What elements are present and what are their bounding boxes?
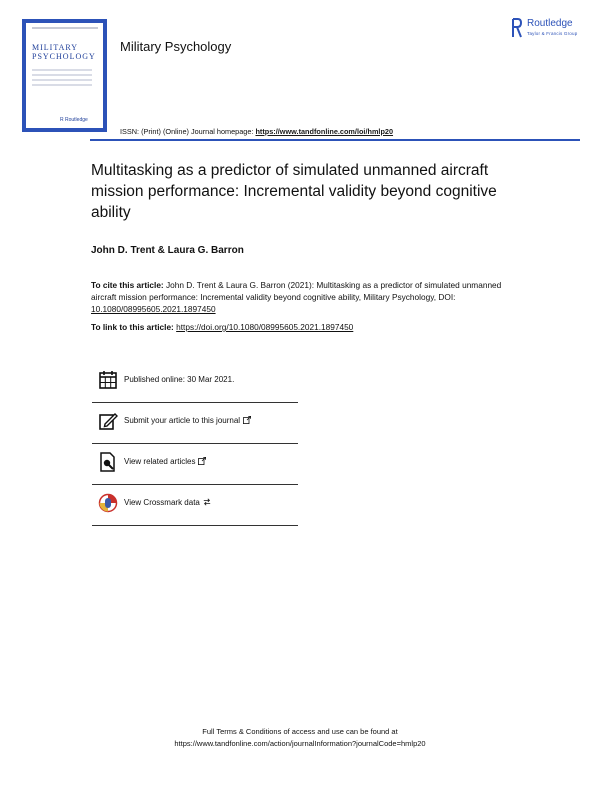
- article-authors: John D. Trent & Laura G. Barron: [91, 245, 244, 256]
- publisher-name: Routledge: [527, 18, 573, 29]
- link-label: To link to this article:: [91, 322, 174, 332]
- submit-article-label[interactable]: Submit your article to this journal: [124, 416, 241, 425]
- divider-4: [92, 525, 298, 526]
- cite-label: To cite this article:: [91, 280, 164, 290]
- footer-terms-text: Full Terms & Conditions of access and use can be found at: [202, 727, 398, 736]
- crossmark-label[interactable]: View Crossmark data: [124, 498, 200, 507]
- journal-title: Military Psychology: [120, 39, 232, 54]
- article-title: Multitasking as a predictor of simulated unmanned aircraft mission performance: Incremental validity beyond cognitive ability: [91, 162, 497, 221]
- doi-link[interactable]: 10.1080/08995605.2021.1897450: [91, 304, 216, 314]
- footer-terms: [0, 726, 600, 750]
- link-to-article: [91, 322, 353, 332]
- citation-block: [91, 279, 511, 315]
- article-url-link[interactable]: https://doi.org/10.1080/08995605.2021.1897450: [176, 322, 354, 332]
- routledge-logo: [511, 17, 591, 41]
- divider-2: [92, 443, 298, 444]
- edit-icon: [98, 411, 118, 431]
- header-divider: [90, 139, 580, 141]
- crossmark-icon: [98, 493, 118, 513]
- cover-publisher-logo: R Routledge: [60, 117, 88, 123]
- issn-label: ISSN: (Print) (Online) Journal homepage:: [120, 127, 254, 136]
- publisher-group: Taylor & Francis Group: [527, 31, 578, 36]
- external-link-icon: [198, 457, 206, 465]
- cite-text: John D. Trent & Laura G. Barron (2021): Multitasking as a predictor of simulated unmanned aircraft mission performance: Incremental validity beyond cognitive ability, Military Psychology, DOI:: [91, 280, 502, 302]
- divider-1: [92, 402, 298, 403]
- routledge-mark-icon: [511, 17, 523, 39]
- cover-title: MILITARY PSYCHOLOGY: [32, 43, 96, 61]
- issn-line: [120, 127, 393, 136]
- journal-homepage-link[interactable]: https://www.tandfonline.com/loi/hmlp20: [255, 127, 394, 136]
- external-link-icon: [243, 416, 251, 424]
- cover-text-lines: [32, 69, 92, 89]
- cover-header-line: [32, 27, 98, 29]
- journal-cover[interactable]: [22, 19, 107, 132]
- search-document-icon: [98, 452, 118, 472]
- calendar-icon: [98, 370, 118, 390]
- footer-terms-link[interactable]: https://www.tandfonline.com/action/journalInformation?journalCode=hmlp20: [174, 739, 426, 748]
- crossmark-update-icon: [203, 498, 211, 506]
- related-articles-label[interactable]: View related articles: [124, 457, 196, 466]
- divider-3: [92, 484, 298, 485]
- published-date: Published online: 30 Mar 2021.: [124, 375, 235, 384]
- cover-page: [26, 23, 103, 128]
